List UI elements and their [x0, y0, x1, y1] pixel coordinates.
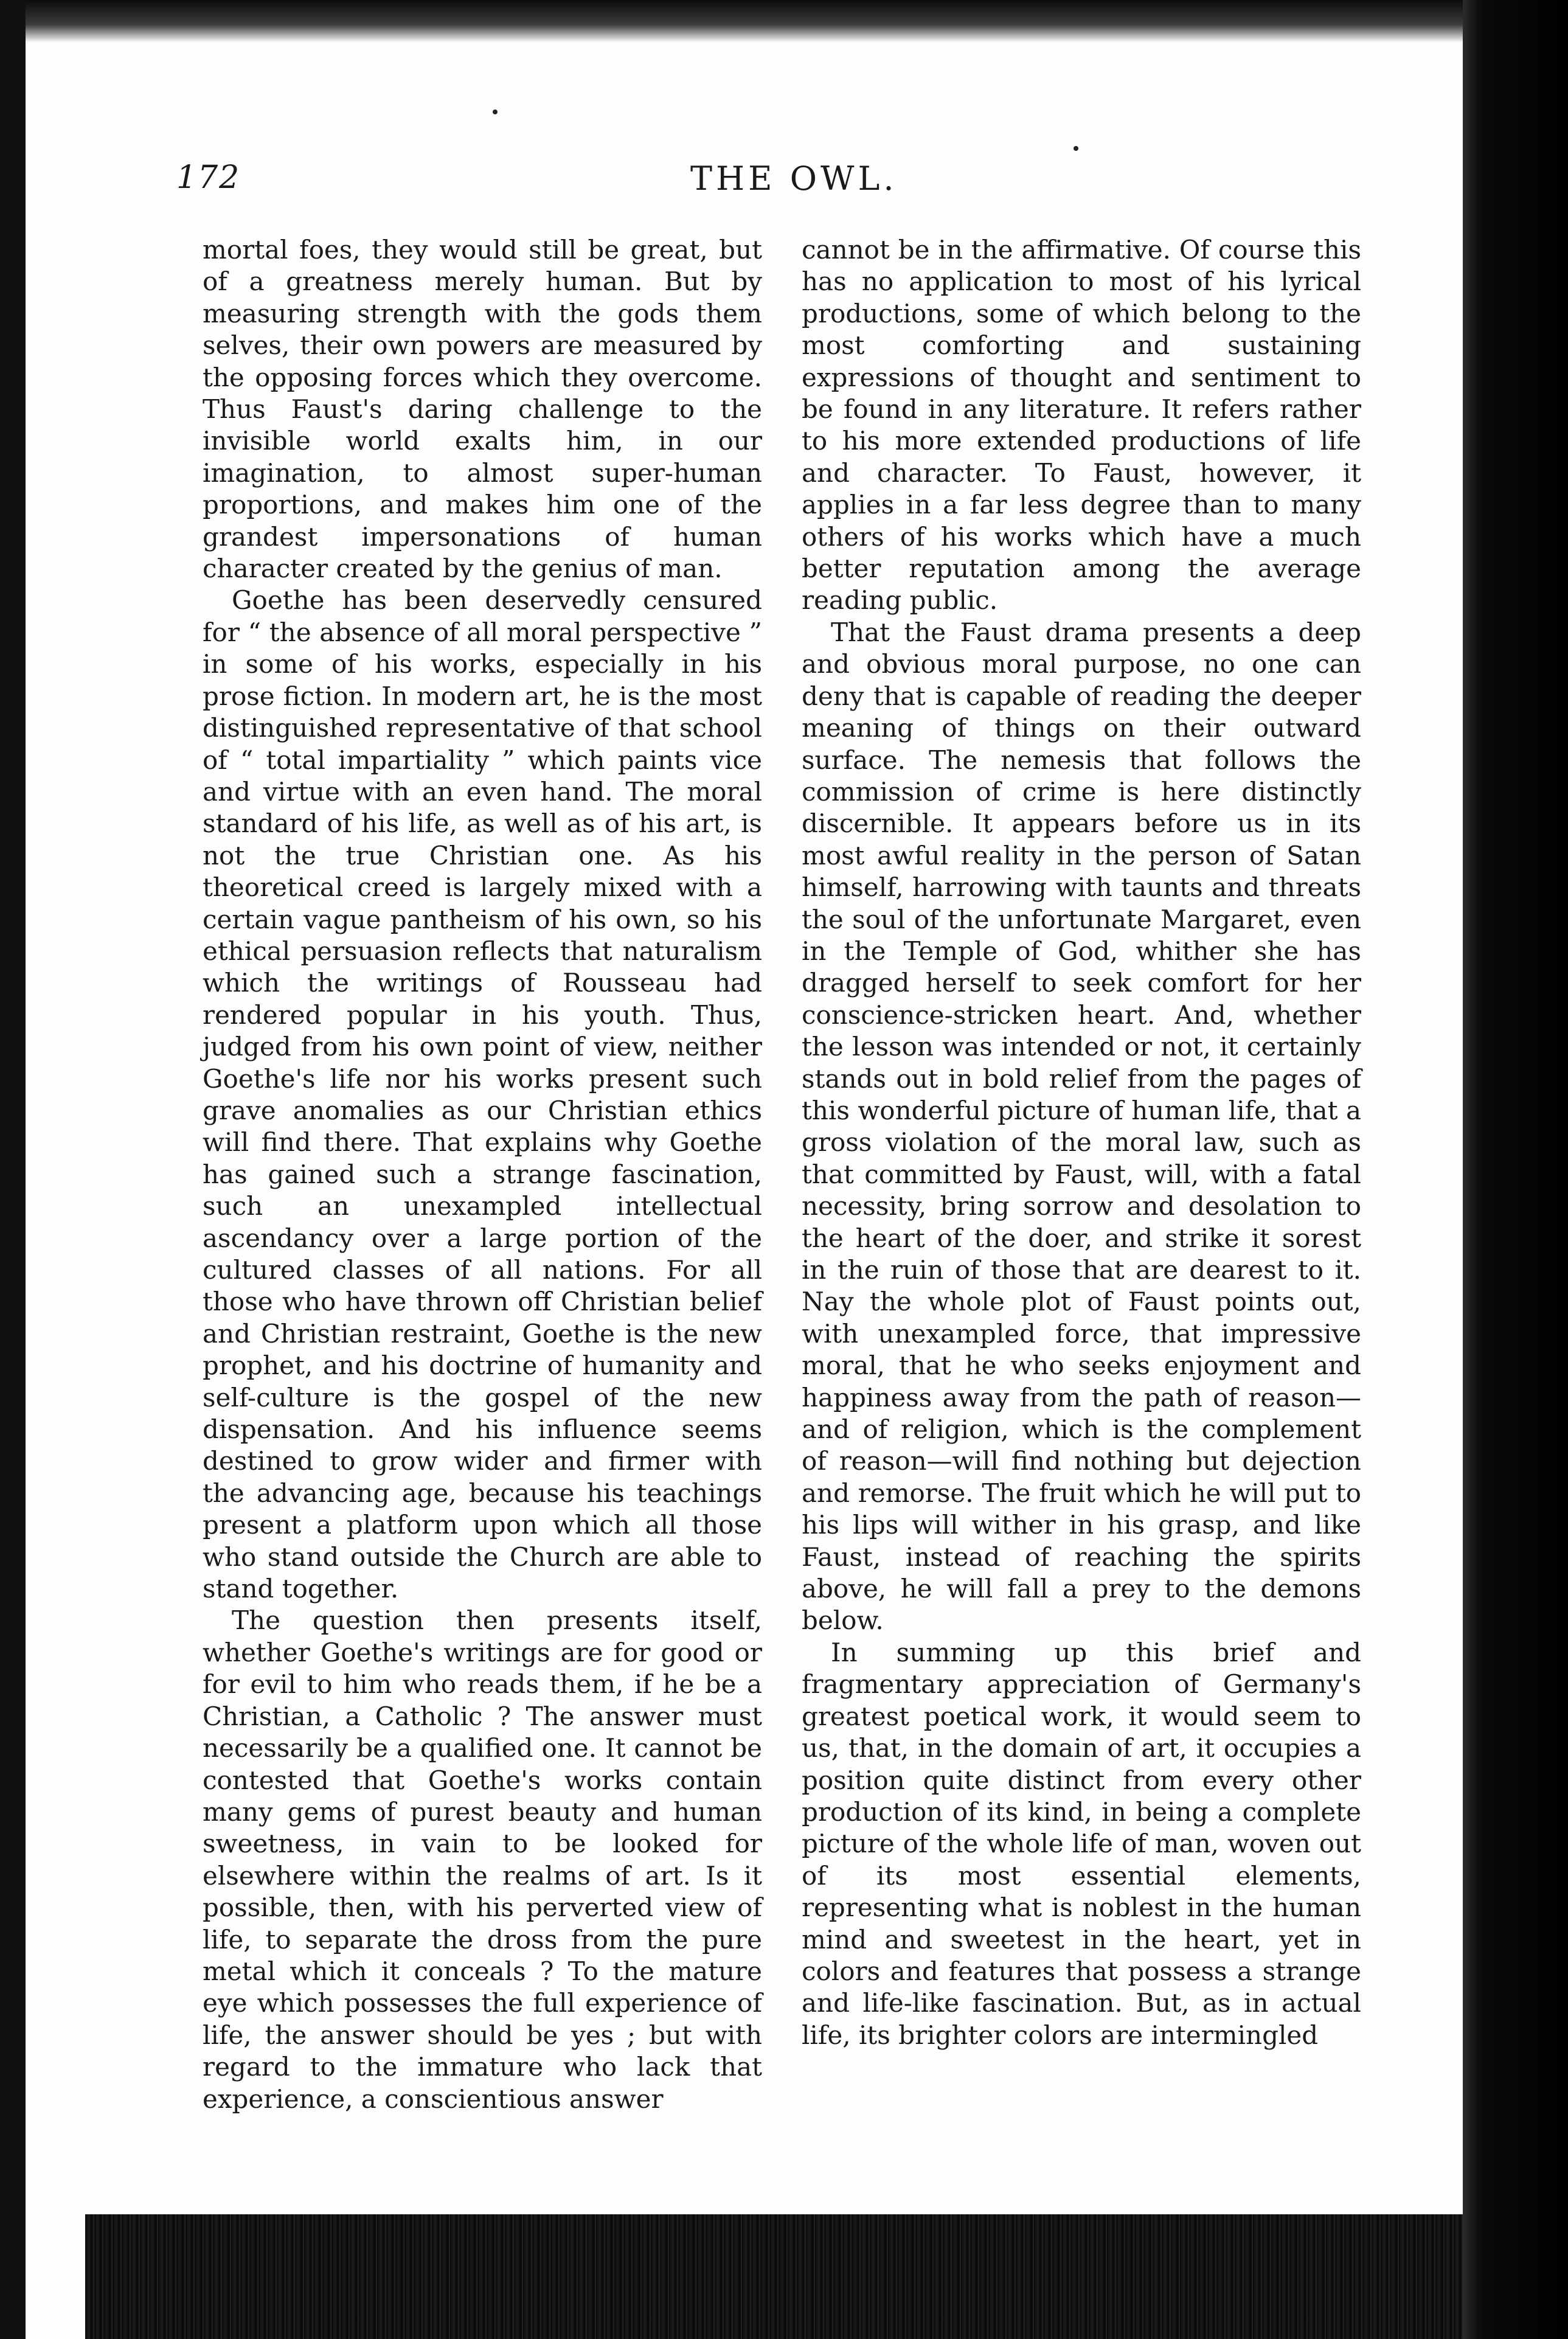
page-header — [176, 159, 1369, 208]
running-title: THE OWL. — [690, 159, 898, 198]
paragraph: cannot be in the affirmative. Of course this has no application to most of his lyrical productions, some of which belong to the most comforting and sustaining expressions of thought and sentiment to be found in any literature. It refers rather to his more extended productions of life and character. To Faust, however, it applies in a far less degree than to many others of his works which have a much better reputation among the average reading public. — [802, 235, 1361, 616]
paragraph: In summing up this brief and fragmentary appreciation of Germany's greatest poetical work, it would seem to us, that, in the domain of art, it occupies a position quite distinct from every other production of its kind, in being a complete picture of the whole life of man, woven out of its most essential elements, representing what is noblest in the human mind and sweetest in the heart, yet in colors and features that possess a strange and life-like fascination. But, as in actual life, its brighter colors are intermingled — [802, 1637, 1361, 2050]
page-number: 172 — [176, 159, 241, 196]
paragraph: That the Faust drama presents a deep and obvious moral purpose, no one can deny that is capable of reading the deeper meaning of things on their outward surface. The nemesis that follows the commission of crime is here distinctly discernible. It appears before us in its most awful reality in the person of Satan himself, harrowing with taunts and threats the soul of the unfortunate Margaret, even in the Temple of God, whither she has dragged herself to seek comfort for her conscience-stricken heart. And, whether the lesson was intended or not, it certainly stands out in bold relief from the pages of this wonderful picture of human life, that a gross violation of the moral law, such as that committed by Faust, will, with a fatal necessity, bring sorrow and desolation to the heart of the doer, and strike it sorest in the ruin of those that are dearest to it. Nay the whole plot of Faust points out, with unexampled force, that impressive moral, that he who seeks enjoyment and happiness away from the path of reason—and of religion, which is the complement of reason—will find nothing but dejection and remorse. The fruit which he will put to his lips will wither in his grasp, and like Faust, instead of reaching the spirits above, he will fall a prey to the demons below. — [802, 617, 1361, 1636]
paragraph: Goethe has been deservedly censured for “ the absence of all moral perspective ” in some of his works, especially in his prose fiction. In modern art, he is the most distinguished representative of that school of “ total impartiality ” which paints vice and virtue with an even hand. The moral standard of his life, as well as of his art, is not the true Christian one. As his theoretical creed is largely mixed with a certain vague pantheism of his own, so his ethical persuasion reflects that naturalism which the writings of Rousseau had rendered popular in his youth. Thus, judged from his own point of view, neither Goethe's life nor his works present such grave anomalies as our Christian ethics will find there. That explains why Goethe has gained such a strange fascination, such an unexampled intellectual ascendancy over a large portion of the cultured classes of all nations. For all those who have thrown off Christian belief and Christian restraint, Goethe is the new prophet, and his doctrine of humanity and self-culture is the gospel of the new dispensation. And his influence seems destined to grow wider and firmer with the advancing age, because his teachings present a platform upon which all those who stand outside the Church are able to stand together. — [203, 585, 762, 1604]
left-column — [203, 234, 762, 2115]
paragraph: The question then presents itself, whether Goethe's writings are for good or for evil to him who reads them, if he be a Christian, a Catholic ? The answer must necessarily be a qualified one. It cannot be contested that Goethe's works contain many gems of purest beauty and human sweetness, in vain to be looked for elsewhere within the realms of art. Is it possible, then, with his perverted view of life, to separate the dross from the pure metal which it conceals ? To the mature eye which possesses the full experience of life, the answer should be yes ; but with regard to the immature who lack that experience, a conscientious answer — [203, 1605, 762, 2114]
right-column — [802, 234, 1361, 2051]
paragraph: mortal foes, they would still be great, but of a greatness merely human. But by measuring strength with the gods them selves, their own powers are measured by the opposing forces which they overcome. Thus Faust's daring challenge to the invisible world exalts him, in our imagination, to almost super-human proportions, and makes him one of the grandest impersonations of human character created by the genius of man. — [203, 235, 762, 584]
